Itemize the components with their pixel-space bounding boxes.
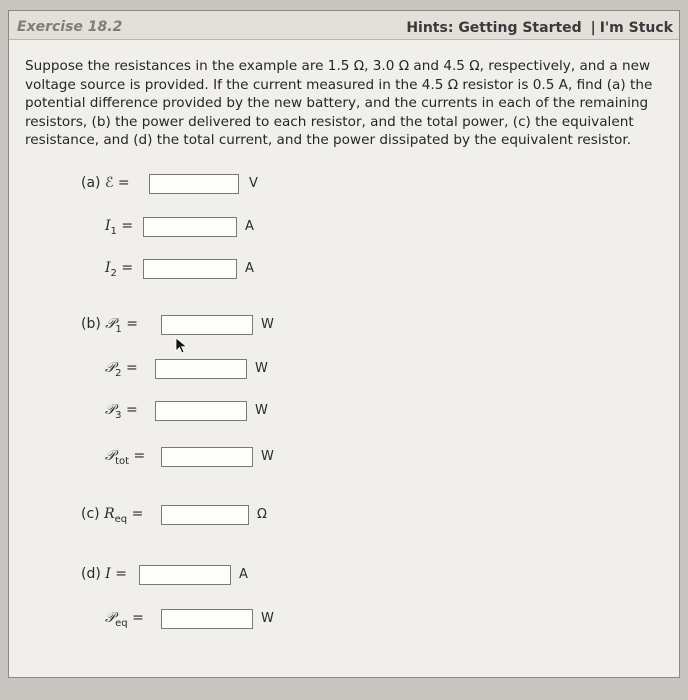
i2-input[interactable] (143, 259, 237, 279)
peq-unit: W (261, 611, 274, 626)
i1-unit: A (245, 219, 254, 234)
p2-input[interactable] (155, 359, 247, 379)
p3-label: 𝒫$_3$ = (105, 402, 138, 421)
p1-label: (b) 𝒫$_1$ = (81, 316, 138, 335)
p2-unit: W (255, 361, 268, 376)
problem-statement: Suppose the resistances in the example are 1.5 Ω, 3.0 Ω and 4.5 Ω, respectively, and a new voltage source is provided. If the current measured in the 4.5 Ω resistor is 0.5 A, find (a) the potential difference provided by the new battery, and the currents in each of the remaining resistors, (b) the power delivered to each resistor, and the total power, (c) the equivalent resistance, and (d) the total current, and the power dissipated by the equivalent resistor. (25, 58, 653, 148)
req-unit: Ω (257, 507, 267, 522)
i1-label: $I_1$ = (105, 218, 134, 237)
im-stuck-link[interactable]: I'm Stuck (599, 20, 673, 36)
getting-started-link[interactable]: Getting Started (458, 20, 582, 36)
p3-input[interactable] (155, 401, 247, 421)
itotal-label: (d) I = (81, 566, 127, 582)
p2-label: 𝒫$_2$ = (105, 360, 138, 379)
i1-input[interactable] (143, 217, 237, 237)
hints-separator: | (590, 20, 596, 36)
hints-label: Hints: (406, 20, 454, 36)
ptot-unit: W (261, 449, 274, 464)
req-label: (c) $R_{eq}$ = (81, 506, 144, 525)
peq-label: 𝒫$_{eq}$ = (105, 610, 144, 629)
exercise-title: Exercise 18.2 (17, 19, 123, 35)
exercise-header (9, 11, 679, 40)
itotal-unit: A (239, 567, 248, 582)
cursor-arrow-icon (175, 337, 189, 355)
i2-unit: A (245, 261, 254, 276)
peq-input[interactable] (161, 609, 253, 629)
req-input[interactable] (161, 505, 249, 525)
p1-input[interactable] (161, 315, 253, 335)
itotal-input[interactable] (139, 565, 231, 585)
emf-unit: V (249, 176, 258, 191)
p3-unit: W (255, 403, 268, 418)
i2-label: $I_2$ = (105, 260, 134, 279)
p1-unit: W (261, 317, 274, 332)
emf-label: (a) ℰ = (81, 175, 130, 191)
exercise-panel (8, 10, 680, 678)
hints-bar (406, 20, 673, 36)
ptot-label: 𝒫$_{tot}$ = (105, 448, 146, 467)
ptot-input[interactable] (161, 447, 253, 467)
emf-input[interactable] (149, 174, 239, 194)
